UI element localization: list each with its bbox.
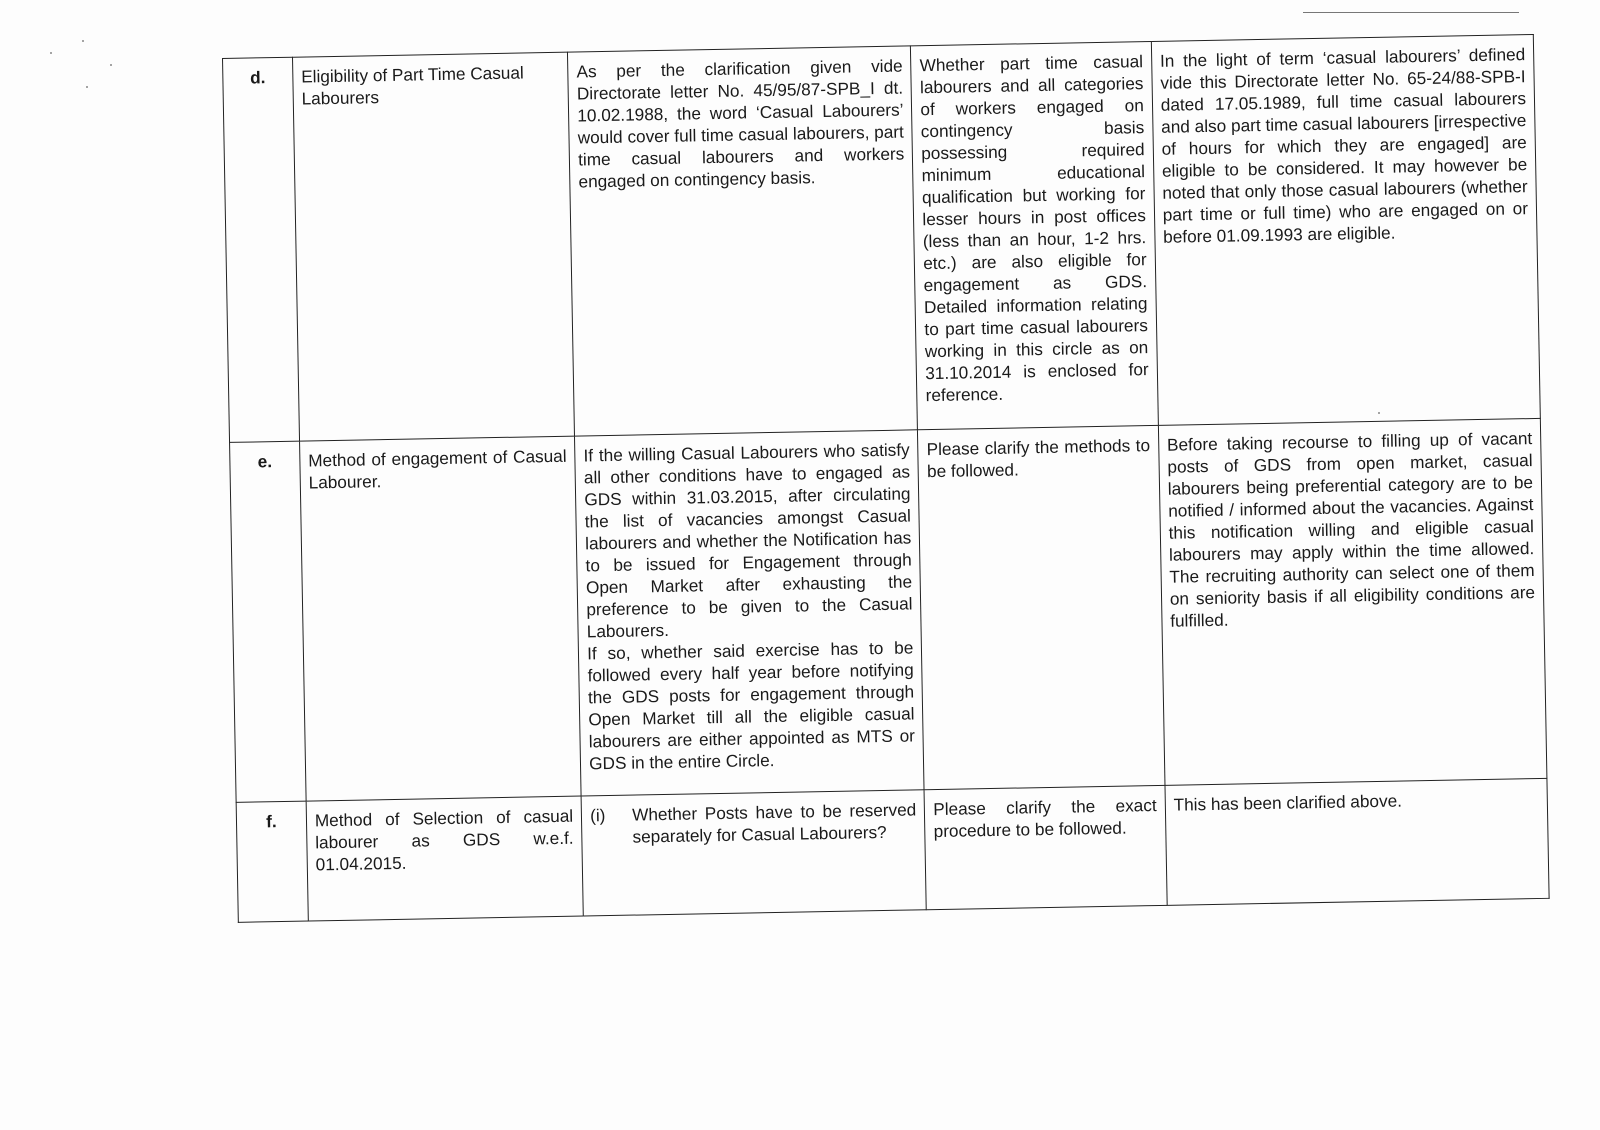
scan-artifact-line: [1303, 12, 1519, 13]
reply-cell: Before taking recourse to filling up of vacant posts of GDS from open market, casual labourers being preferential category are to be notified / informed about the vacancies. Against this notification willing and eligible casual labourers may apply within the time allowed. The recruiting authority can select one of them on seniority basis if all eligibility conditions are fulfilled.: [1158, 418, 1547, 785]
query-cell: Whether part time casual labourers and all categories of workers engaged on contingency basis possessing required minimum educational qualification but working for lesser hours in post offices (less than an hour, 1-2 hrs. etc.) are also eligible for engagement as GDS. Detailed information relating to part time casual labourers working in this circle as on 31.10.2014 is enclosed for reference.: [911, 41, 1158, 429]
serial-number: d.: [223, 57, 300, 442]
item-text: Whether Posts have to be reserved separately for Casual Labourers?: [631, 799, 917, 847]
reference-paragraph: If the willing Casual Labourers who satisfy all other conditions have to engaged as GDS within 31.03.2015, after circulating the list of vacancies amongst Casual labourers and whether the Notification has to be issued for Engagement through Open Market after exhausting the preference to be given to the Casual Labourers.: [583, 439, 913, 642]
list-item: [590, 798, 917, 848]
table-row: [236, 778, 1549, 922]
reference-cell: [575, 430, 925, 796]
table-row: [223, 34, 1541, 442]
subject-cell: Eligibility of Part Time Casual Labourers: [292, 52, 574, 441]
query-cell: Please clarify the methods to be followed.: [918, 425, 1165, 789]
reference-cell: As per the clarification given vide Directorate letter No. 45/95/87-SPB_I dt. 10.02.1988, the word ‘Casual Labourers’ would cover full time casual labourers, part time casual labourers and workers engaged on contingency basis.: [568, 46, 918, 436]
query-cell: Please clarify the exact procedure to be followed.: [924, 785, 1167, 909]
scan-speck: [50, 52, 52, 54]
reference-paragraph: If so, whether said exercise has to be followed every half year before notifying the GDS posts for engagement through Open Market till all the eligible casual labourers are either appointed as MTS or GDS in the entire Circle.: [586, 637, 916, 774]
serial-number: f.: [236, 801, 308, 922]
subject-cell: Method of Selection of casual labourer as GDS w.e.f. 01.04.2015.: [306, 796, 583, 921]
document-sheet: [222, 34, 1550, 960]
scan-speck: [110, 64, 112, 66]
item-number: (i): [589, 805, 606, 826]
serial-number: e.: [230, 441, 306, 802]
reference-cell: [581, 790, 926, 916]
scan-speck: [82, 40, 84, 42]
reply-cell: In the light of term ‘casual labourers’ defined vide this Directorate letter No. 65-24/88-SPB-I dated 17.05.1989, full time casual labourers and also part time casual labourers [irrespective of hours for which they are engaged] are eligible to be considered. It may however be noted that only those casual labourers (whether part time or full time) who are engaged on or before 01.09.1993 are eligible.: [1151, 34, 1540, 425]
subject-cell: Method of engagement of Casual Labourer.: [299, 436, 581, 801]
table-row: [230, 418, 1547, 802]
reply-cell: This has been clarified above.: [1165, 778, 1549, 905]
question-list: [590, 798, 917, 848]
clarification-table: [222, 34, 1550, 923]
scan-speck: [86, 86, 88, 88]
